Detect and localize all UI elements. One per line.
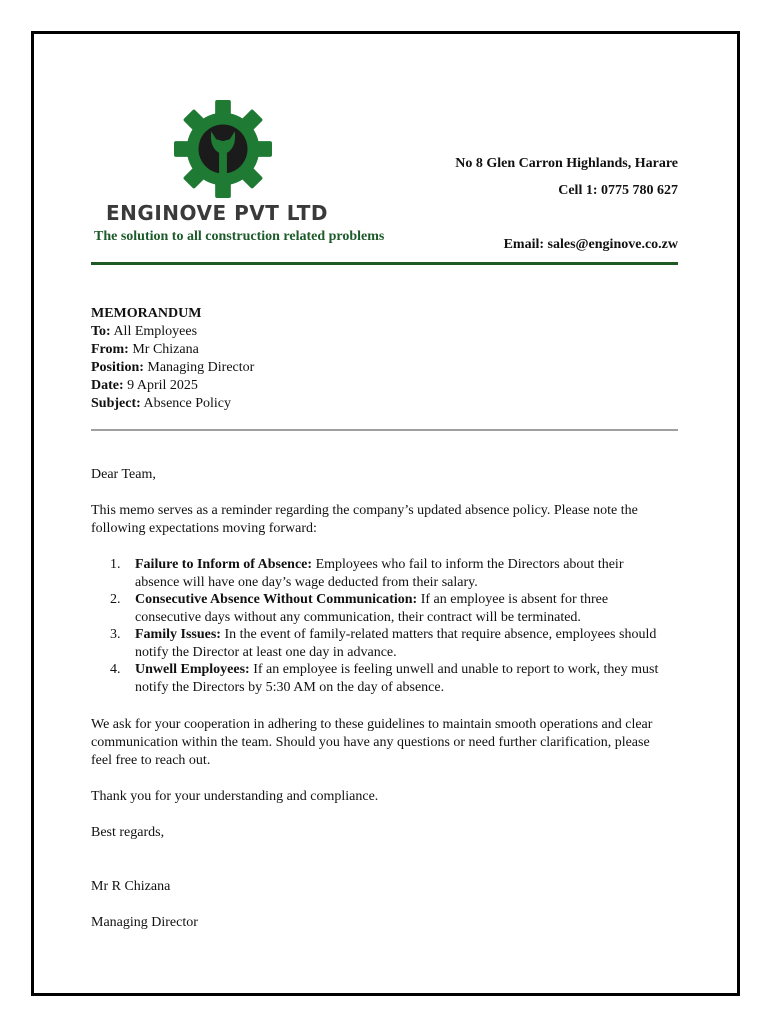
signer-name: Mr R Chizana	[91, 879, 171, 894]
thanks-paragraph: Thank you for your understanding and compliance.	[91, 789, 379, 804]
policy-item-number: 2.	[110, 592, 121, 607]
policy-item-number: 3.	[110, 627, 121, 642]
policy-item	[110, 661, 670, 696]
company-address: No 8 Glen Carron Highlands, Harare	[455, 156, 678, 171]
intro-paragraph: This memo serves as a reminder regarding the company’s updated absence policy. Please note the following expectations moving forward:	[91, 503, 638, 536]
memo-from-label: From:	[91, 342, 129, 357]
policy-item	[110, 626, 670, 661]
closing: Best regards,	[91, 825, 165, 840]
policy-item-text: If an employee is absent for three consecutive days without any communication, their contract will be terminated.	[135, 592, 609, 625]
policy-item	[110, 591, 670, 626]
memo-from	[91, 341, 254, 359]
memo-to-value: All Employees	[110, 324, 198, 339]
memo-subject	[91, 395, 254, 413]
memo-date-value: 9 April 2025	[123, 378, 198, 393]
policy-item-title: Family Issues:	[135, 627, 221, 642]
company-name: ENGINOVE PVT LTD	[106, 201, 328, 225]
policy-item-text: In the event of family-related matters that require absence, employees should notify the Director at least one day in advance.	[135, 627, 657, 660]
memo-position-label: Position:	[91, 360, 144, 375]
memo-position	[91, 359, 254, 377]
memo-position-value: Managing Director	[143, 360, 255, 375]
policy-item	[110, 556, 670, 591]
section-divider	[91, 429, 678, 431]
memo-subject-label: Subject:	[91, 396, 141, 411]
company-logo	[92, 96, 385, 256]
policy-item-title: Failure to Inform of Absence:	[135, 557, 313, 572]
memo-to-label: To:	[91, 324, 111, 339]
signer-title: Managing Director	[91, 915, 198, 930]
policy-item-title: Unwell Employees:	[135, 662, 250, 677]
memo-subject-value: Absence Policy	[140, 396, 231, 411]
policy-item-number: 1.	[110, 557, 121, 572]
memo-heading: MEMORANDUM	[91, 306, 202, 321]
memo-header	[91, 305, 254, 413]
policy-item-number: 4.	[110, 662, 121, 677]
policy-list	[110, 556, 670, 696]
policy-item-title: Consecutive Absence Without Communication:	[135, 592, 418, 607]
cooperation-paragraph: We ask for your cooperation in adhering to these guidelines to maintain smooth operations and clear communication within the team. Should you have any questions or need further clarification, please feel free to reach out.	[91, 717, 653, 768]
company-phone: Cell 1: 0775 780 627	[558, 183, 678, 198]
memo-date	[91, 377, 254, 395]
company-email: Email: sales@enginove.co.zw	[503, 237, 678, 252]
policy-item-text: If an employee is feeling unwell and unable to report to work, they must notify the Directors by 5:30 AM on the day of absence.	[135, 662, 659, 695]
company-tagline: The solution to all construction related problems	[94, 229, 385, 244]
memo-date-label: Date:	[91, 378, 124, 393]
header-divider	[91, 262, 678, 265]
memo-from-value: Mr Chizana	[128, 342, 199, 357]
gear-wrench-icon	[174, 100, 272, 198]
greeting: Dear Team,	[91, 467, 156, 482]
memo-to	[91, 323, 254, 341]
policy-item-text: Employees who fail to inform the Directors about their absence will have one day’s wage deducted from their salary.	[135, 557, 624, 590]
